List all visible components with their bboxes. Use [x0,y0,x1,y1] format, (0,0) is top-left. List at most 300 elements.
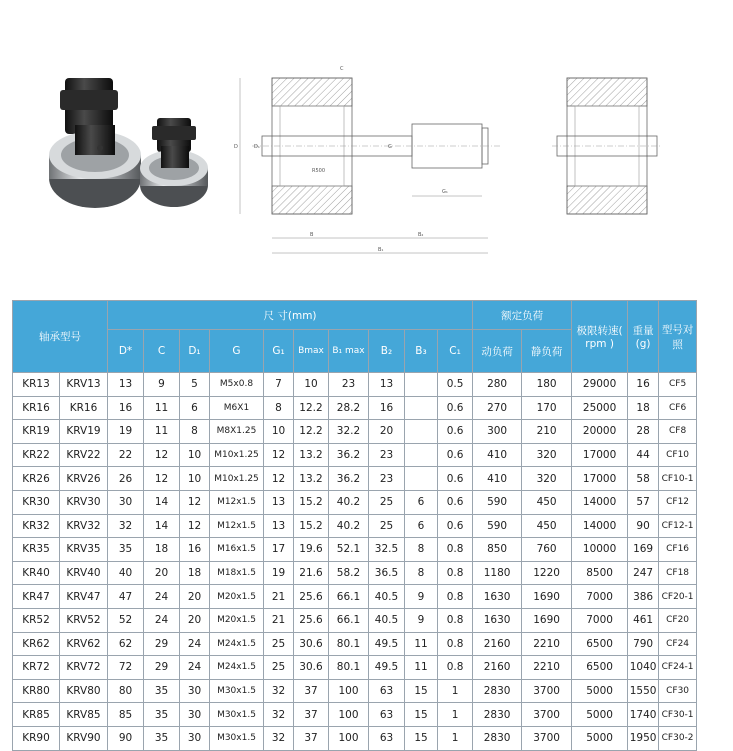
table-cell [405,443,438,467]
table-cell: 40.5 [369,608,405,632]
table-cell: M12x1.5 [210,490,264,514]
table-cell: 22 [108,443,144,467]
table-row [13,443,697,467]
table-cell: 16 [108,396,144,420]
table-cell: 320 [522,443,572,467]
table-cell: KRV26 [60,467,108,491]
table-cell: 12 [264,467,294,491]
table-cell: KR47 [13,585,60,609]
table-cell: 3700 [522,726,572,750]
table-cell: 6 [405,490,438,514]
table-cell: 280 [473,373,522,397]
table-cell: 40 [108,561,144,585]
table-cell: 210 [522,420,572,444]
table-row [13,538,697,562]
table-cell: 8 [180,420,210,444]
table-cell: 25 [369,514,405,538]
table-cell: 2160 [473,632,522,656]
table-cell: KR16 [13,396,60,420]
col-b1max: B₁ max [329,330,369,373]
table-cell: 15.2 [294,490,329,514]
table-cell: 270 [473,396,522,420]
table-cell: 15 [405,679,438,703]
table-row [13,490,697,514]
table-cell: KR80 [13,679,60,703]
table-cell: 12.2 [294,420,329,444]
table-cell: 9 [144,373,180,397]
table-cell: 15 [405,703,438,727]
table-cell: 590 [473,514,522,538]
table-cell: 8500 [572,561,628,585]
table-cell: 1 [438,726,473,750]
table-cell: 15 [405,726,438,750]
table-cell: 0.8 [438,561,473,585]
table-cell: 66.1 [329,608,369,632]
table-cell: CF24-1 [659,656,697,680]
spec-table-body [13,373,697,751]
table-cell: 0.6 [438,420,473,444]
table-cell: 1040 [628,656,659,680]
table-cell: M30x1.5 [210,703,264,727]
table-cell: 850 [473,538,522,562]
table-cell: 760 [522,538,572,562]
table-cell: 24 [180,656,210,680]
table-cell: 52.1 [329,538,369,562]
table-cell: 20 [369,420,405,444]
table-cell: KR72 [13,656,60,680]
table-cell: 32 [264,726,294,750]
col-c: C [144,330,180,373]
table-row [13,726,697,750]
table-cell: 30.6 [294,656,329,680]
table-cell: M10x1.25 [210,443,264,467]
table-cell: 0.6 [438,443,473,467]
table-cell: 19 [108,420,144,444]
table-cell: CF20 [659,608,697,632]
table-cell: 170 [522,396,572,420]
table-cell: CF16 [659,538,697,562]
table-cell: M8X1.25 [210,420,264,444]
table-cell: 23 [369,467,405,491]
table-cell: 62 [108,632,144,656]
table-cell: 1630 [473,585,522,609]
table-cell: 450 [522,490,572,514]
table-cell: 12 [144,443,180,467]
table-cell: 66.1 [329,585,369,609]
table-cell: CF12-1 [659,514,697,538]
table-cell: 5 [180,373,210,397]
table-cell: 25.6 [294,608,329,632]
table-cell [405,420,438,444]
table-cell: 100 [329,726,369,750]
table-cell: 18 [628,396,659,420]
table-cell: KRV52 [60,608,108,632]
label-c: C [340,66,344,72]
col-dims: 尺 寸(mm) [108,301,473,330]
col-speed: 极限转速( rpm ) [572,301,628,373]
table-cell: 25 [369,490,405,514]
table-cell: 6500 [572,632,628,656]
table-cell: M20x1.5 [210,608,264,632]
table-row [13,373,697,397]
table-cell: CF10 [659,443,697,467]
label-r500: R500 [312,168,326,174]
table-cell: 10 [180,467,210,491]
table-cell: 9 [405,608,438,632]
table-cell: 5000 [572,703,628,727]
table-cell: 26 [108,467,144,491]
table-cell: 2210 [522,656,572,680]
table-cell: 90 [108,726,144,750]
table-cell: 35 [108,538,144,562]
table-row [13,585,697,609]
table-cell: 13.2 [294,467,329,491]
table-cell: KR32 [13,514,60,538]
table-cell: 10000 [572,538,628,562]
table-cell: CF30-1 [659,703,697,727]
table-cell: 2830 [473,703,522,727]
table-cell: 12 [180,490,210,514]
table-cell: 20 [144,561,180,585]
table-cell: 13.2 [294,443,329,467]
table-cell [405,396,438,420]
table-cell: 1690 [522,608,572,632]
table-cell: 1690 [522,585,572,609]
table-cell: 5000 [572,726,628,750]
table-cell: M6X1 [210,396,264,420]
table-cell: 0.8 [438,538,473,562]
table-cell: 18 [144,538,180,562]
table-cell: 57 [628,490,659,514]
table-cell: 169 [628,538,659,562]
table-cell: M30x1.5 [210,679,264,703]
table-cell: 25000 [572,396,628,420]
table-cell [405,467,438,491]
table-cell: CF20-1 [659,585,697,609]
table-cell: 7000 [572,585,628,609]
table-cell: 7000 [572,608,628,632]
table-cell: 11 [144,396,180,420]
table-cell: 7 [264,373,294,397]
table-cell: 11 [144,420,180,444]
table-cell: 8 [405,561,438,585]
table-cell: 790 [628,632,659,656]
table-cell: 63 [369,726,405,750]
table-cell: KR85 [13,703,60,727]
table-cell: 52 [108,608,144,632]
table-cell: 20 [180,585,210,609]
table-cell: 23 [369,443,405,467]
table-cell: 1220 [522,561,572,585]
table-cell: 1550 [628,679,659,703]
col-c1: C₁ [438,330,473,373]
table-cell: 37 [294,703,329,727]
table-cell: 36.2 [329,467,369,491]
table-cell: 12 [264,443,294,467]
table-cell: 100 [329,679,369,703]
table-cell: M16x1.5 [210,538,264,562]
table-cell: KR52 [13,608,60,632]
table-cell: 100 [329,703,369,727]
col-b3: B₃ [405,330,438,373]
table-cell: 0.8 [438,585,473,609]
table-cell: 2210 [522,632,572,656]
table-cell: 320 [522,467,572,491]
table-cell: 16 [628,373,659,397]
table-cell: 12.2 [294,396,329,420]
spec-table [12,300,697,751]
col-load: 额定负荷 [473,301,572,330]
table-cell: 6 [180,396,210,420]
table-cell: KR26 [13,467,60,491]
label-d1: D₁ [254,144,260,150]
table-cell: 25 [264,632,294,656]
table-cell: 14000 [572,514,628,538]
table-cell: 14000 [572,490,628,514]
table-cell: CF18 [659,561,697,585]
table-cell: 13 [108,373,144,397]
table-cell: CF12 [659,490,697,514]
table-cell: KR13 [13,373,60,397]
table-cell: M5x0.8 [210,373,264,397]
table-cell: M24x1.5 [210,656,264,680]
table-cell: 29000 [572,373,628,397]
table-cell: 28.2 [329,396,369,420]
col-d: D* [108,330,144,373]
table-cell: 1 [438,679,473,703]
col-ref: 型号对照 [659,301,697,373]
table-cell: 461 [628,608,659,632]
table-cell: 29 [144,632,180,656]
table-cell: 11 [405,656,438,680]
table-cell: 6 [405,514,438,538]
table-cell: KRV30 [60,490,108,514]
table-cell: 386 [628,585,659,609]
table-cell: 0.8 [438,656,473,680]
label-b: B [310,232,314,238]
table-row [13,467,697,491]
table-cell: 0.6 [438,514,473,538]
table-cell: KR22 [13,443,60,467]
table-cell: KR35 [13,538,60,562]
table-cell: 58 [628,467,659,491]
col-g: G [210,330,264,373]
table-cell: 10 [180,443,210,467]
table-cell: 23 [329,373,369,397]
table-cell: 1180 [473,561,522,585]
table-cell: 18 [180,561,210,585]
table-cell: KRV47 [60,585,108,609]
table-cell: M12x1.5 [210,514,264,538]
table-cell: 24 [144,585,180,609]
table-cell: CF30-2 [659,726,697,750]
table-cell: 72 [108,656,144,680]
table-cell: KR90 [13,726,60,750]
label-b1: B₁ [378,247,384,253]
table-cell: 36.2 [329,443,369,467]
table-cell: 63 [369,703,405,727]
table-cell: 590 [473,490,522,514]
table-cell: 0.6 [438,467,473,491]
table-cell: 20000 [572,420,628,444]
table-cell: 3700 [522,679,572,703]
table-cell: M10x1.25 [210,467,264,491]
table-cell: 30 [180,726,210,750]
table-cell: 63 [369,679,405,703]
table-cell: 44 [628,443,659,467]
table-cell: 19 [264,561,294,585]
table-cell: 25.6 [294,585,329,609]
table-cell: CF8 [659,420,697,444]
table-cell: M20x1.5 [210,585,264,609]
table-cell: 8 [264,396,294,420]
table-cell: 37 [294,679,329,703]
table-cell: 32 [108,514,144,538]
table-cell: 6500 [572,656,628,680]
col-b2: B₂ [369,330,405,373]
table-cell: 2830 [473,679,522,703]
label-g: G [388,144,392,150]
table-cell: 13 [369,373,405,397]
table-row [13,514,697,538]
table-cell: M30x1.5 [210,726,264,750]
col-stat: 静负荷 [522,330,572,373]
table-cell: 1740 [628,703,659,727]
table-cell: CF10-1 [659,467,697,491]
table-row [13,561,697,585]
table-cell: 11 [405,632,438,656]
table-cell [405,373,438,397]
table-cell: 49.5 [369,632,405,656]
table-cell: 3700 [522,703,572,727]
table-cell: CF30 [659,679,697,703]
table-cell: 32.5 [369,538,405,562]
table-cell: 180 [522,373,572,397]
table-cell: 0.6 [438,396,473,420]
table-row [13,632,697,656]
table-cell: 58.2 [329,561,369,585]
table-cell: 30 [108,490,144,514]
table-cell: KRV22 [60,443,108,467]
table-cell: 1 [438,703,473,727]
table-cell: 12 [180,514,210,538]
table-cell: 410 [473,443,522,467]
table-cell: 1950 [628,726,659,750]
table-cell: M18x1.5 [210,561,264,585]
table-cell: 85 [108,703,144,727]
table-cell: 450 [522,514,572,538]
table-cell: 29 [144,656,180,680]
table-row [13,396,697,420]
table-cell: 49.5 [369,656,405,680]
product-photo [40,60,230,230]
table-cell: 13 [264,514,294,538]
table-cell: 35 [144,703,180,727]
table-cell: 21 [264,585,294,609]
table-cell: 21 [264,608,294,632]
table-cell: KRV72 [60,656,108,680]
col-dyn: 动负荷 [473,330,522,373]
product-header [0,0,733,300]
table-cell: 16 [180,538,210,562]
table-cell: KRV19 [60,420,108,444]
table-cell: 13 [264,490,294,514]
table-cell: 21.6 [294,561,329,585]
table-cell: CF6 [659,396,697,420]
table-cell: 28 [628,420,659,444]
label-d: D [234,144,238,150]
table-cell: 8 [405,538,438,562]
col-model: 轴承型号 [13,301,108,373]
table-cell: 2830 [473,726,522,750]
table-cell: 14 [144,490,180,514]
technical-drawing [232,48,672,268]
table-cell: 32 [264,703,294,727]
table-cell: 2160 [473,656,522,680]
table-cell: KRV80 [60,679,108,703]
table-cell: 12 [144,467,180,491]
table-cell: KRV62 [60,632,108,656]
col-d1: D₁ [180,330,210,373]
table-cell: M24x1.5 [210,632,264,656]
table-cell: 80 [108,679,144,703]
table-cell: KR62 [13,632,60,656]
table-cell: KRV13 [60,373,108,397]
table-cell: 14 [144,514,180,538]
table-cell: 40.2 [329,490,369,514]
table-cell: 10 [294,373,329,397]
table-cell: KR19 [13,420,60,444]
table-row [13,420,697,444]
table-row [13,656,697,680]
table-cell: 300 [473,420,522,444]
table-cell: 47 [108,585,144,609]
table-cell: KR16 [60,396,108,420]
table-cell: KR30 [13,490,60,514]
label-b2: B₂ [418,232,424,238]
table-row [13,679,697,703]
table-cell: 0.8 [438,632,473,656]
table-cell: 36.5 [369,561,405,585]
col-bmax: Bmax [294,330,329,373]
table-row [13,608,697,632]
table-cell: 17 [264,538,294,562]
table-cell: 25 [264,656,294,680]
table-cell: 24 [144,608,180,632]
table-cell: 80.1 [329,632,369,656]
table-cell: CF5 [659,373,697,397]
table-cell: KRV40 [60,561,108,585]
table-cell: KRV90 [60,726,108,750]
table-cell: 0.6 [438,490,473,514]
table-cell: 30 [180,703,210,727]
table-cell: 1630 [473,608,522,632]
table-cell: 40.2 [329,514,369,538]
table-cell: 32.2 [329,420,369,444]
table-cell: 10 [264,420,294,444]
table-cell: 15.2 [294,514,329,538]
table-cell: 9 [405,585,438,609]
table-cell: 5000 [572,679,628,703]
table-row [13,703,697,727]
table-cell: KR40 [13,561,60,585]
table-cell: 90 [628,514,659,538]
table-cell: 0.5 [438,373,473,397]
table-cell: 247 [628,561,659,585]
label-g1: G₁ [442,189,448,195]
table-cell: 17000 [572,467,628,491]
table-cell: 32 [264,679,294,703]
